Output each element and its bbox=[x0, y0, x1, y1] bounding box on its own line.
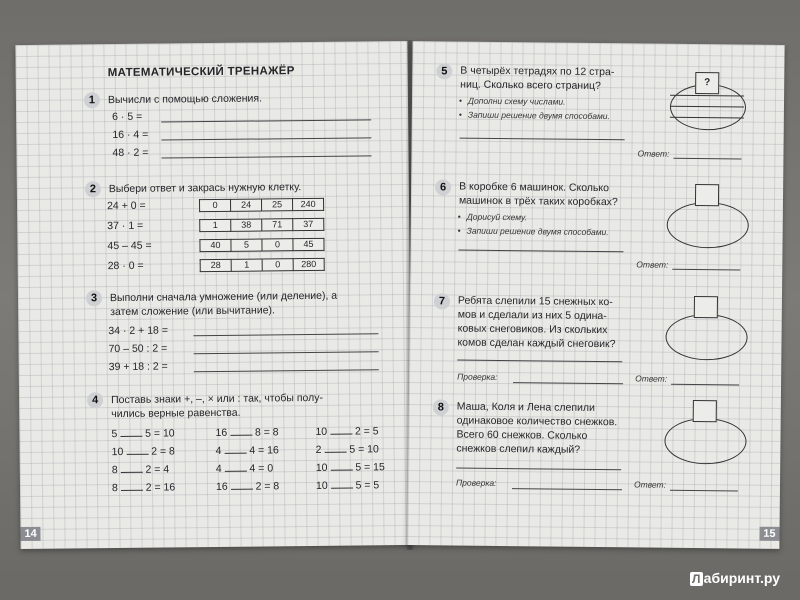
task-4-text: чились верные равенства. bbox=[111, 406, 241, 421]
answer-cell[interactable]: 5 bbox=[231, 239, 262, 251]
equation-right: 4 = 16 bbox=[249, 444, 279, 457]
labirint-logo-icon: Л bbox=[690, 572, 703, 586]
answer-options-row bbox=[199, 238, 324, 252]
equation-left: 5 bbox=[111, 428, 118, 441]
task-2-text: Выбери ответ и закрась нужную клетку. bbox=[108, 181, 302, 196]
equation-left: 10 bbox=[315, 479, 328, 492]
sign-blank[interactable] bbox=[330, 460, 352, 471]
sign-blank[interactable] bbox=[126, 444, 148, 455]
answer-line[interactable] bbox=[670, 490, 738, 492]
answer-cell[interactable]: 38 bbox=[231, 219, 262, 231]
answer-options-row bbox=[200, 258, 325, 272]
scheme-box[interactable] bbox=[693, 400, 717, 422]
sign-blank[interactable] bbox=[120, 426, 142, 437]
task-4-number: 4 bbox=[87, 392, 103, 408]
answer-line[interactable] bbox=[193, 333, 378, 336]
answer-line[interactable] bbox=[672, 269, 740, 271]
answer-line[interactable] bbox=[194, 369, 379, 372]
task-1-item: 6 · 5 = bbox=[112, 110, 143, 124]
answer-label: Ответ: bbox=[636, 259, 669, 270]
answer-cell[interactable]: 1 bbox=[231, 259, 262, 271]
answer-options-row bbox=[199, 198, 324, 212]
task-1-item: 48 · 2 = bbox=[112, 146, 149, 160]
page-title: МАТЕМАТИЧЕСКИЙ ТРЕНАЖЁР bbox=[107, 65, 295, 80]
equation bbox=[216, 478, 279, 494]
equation-right: 5 = 10 bbox=[349, 443, 379, 456]
answer-line[interactable] bbox=[673, 158, 741, 160]
task-6-hint: • Дорисуй схему. bbox=[467, 212, 527, 223]
answer-line[interactable] bbox=[460, 138, 625, 141]
sign-blank[interactable] bbox=[121, 462, 143, 473]
sign-blank[interactable] bbox=[324, 442, 346, 453]
equation-right: 2 = 4 bbox=[145, 463, 170, 476]
answer-options-row bbox=[199, 218, 324, 232]
sign-blank[interactable] bbox=[230, 425, 252, 436]
equation bbox=[215, 424, 278, 440]
equation-left: 10 bbox=[111, 445, 124, 459]
task-5-number: 5 bbox=[436, 63, 452, 79]
answer-line[interactable] bbox=[162, 155, 372, 158]
equation bbox=[315, 423, 378, 439]
check-line[interactable] bbox=[512, 488, 622, 490]
task-8-text: Маша, Коля и Лена слепили bbox=[456, 400, 595, 414]
equation bbox=[316, 459, 385, 475]
task-7-text: мов и сделали из них 5 одина- bbox=[457, 308, 607, 323]
check-label: Проверка: bbox=[455, 477, 497, 488]
right-page bbox=[407, 41, 784, 549]
task-3-item: 34 · 2 + 18 = bbox=[108, 324, 168, 338]
task-3-item: 70 – 50 : 2 = bbox=[108, 342, 168, 356]
task-3-number: 3 bbox=[86, 290, 102, 306]
answer-cell[interactable]: 24 bbox=[230, 199, 261, 211]
task-4-text: Поставь знаки +, –, × или : так, чтобы полу- bbox=[111, 391, 324, 407]
page-number: 15 bbox=[759, 527, 779, 541]
task-8-text: снежков слепил каждый? bbox=[456, 442, 581, 456]
equation bbox=[216, 460, 273, 476]
sign-blank[interactable] bbox=[225, 461, 247, 472]
equation-right: 5 = 15 bbox=[355, 461, 385, 474]
task-1-number: 1 bbox=[84, 92, 100, 108]
check-label: Проверка: bbox=[457, 371, 498, 382]
equation-left: 10 bbox=[315, 461, 328, 474]
task-6-number: 6 bbox=[435, 179, 451, 195]
answer-line[interactable] bbox=[161, 119, 371, 122]
equation bbox=[112, 443, 175, 459]
equation-right: 8 = 8 bbox=[254, 426, 279, 439]
answer-line[interactable] bbox=[457, 360, 622, 363]
equation-left: 4 bbox=[215, 444, 222, 457]
task-1-item: 16 · 4 = bbox=[112, 128, 149, 142]
answer-cell[interactable]: 0 bbox=[262, 259, 293, 271]
answer-line[interactable] bbox=[671, 384, 739, 386]
equation-right: 2 = 5 bbox=[354, 425, 379, 438]
task-2-expr: 37 · 1 = bbox=[107, 219, 144, 233]
scheme-box[interactable] bbox=[694, 296, 718, 318]
check-line[interactable] bbox=[513, 382, 623, 384]
left-page bbox=[15, 41, 412, 549]
answer-label: Ответ: bbox=[633, 479, 667, 490]
answer-cell[interactable]: 25 bbox=[261, 199, 292, 211]
answer-cell[interactable]: 0 bbox=[200, 199, 231, 211]
task-5-text: В четырёх тетрадях по 12 стра- bbox=[460, 64, 615, 79]
task-8-text: Всего 60 снежков. Сколько bbox=[456, 428, 588, 442]
answer-label: Ответ: bbox=[635, 373, 668, 384]
task-6-text: машинок в трёх таких коробках? bbox=[458, 194, 618, 209]
task-5-hint: • Запиши решение двумя способами. bbox=[468, 110, 610, 121]
sign-blank[interactable] bbox=[231, 479, 253, 490]
answer-label: Ответ: bbox=[637, 148, 670, 159]
task-7-text: ковых снеговиков. Из скольких bbox=[457, 322, 608, 337]
equation-left: 2 bbox=[315, 443, 322, 456]
equation-right: 2 = 8 bbox=[151, 445, 175, 458]
equation bbox=[112, 461, 169, 477]
task-8-text: одинаковое количество снежков. bbox=[456, 414, 618, 429]
scheme-oval bbox=[665, 314, 747, 361]
answer-cell[interactable]: 40 bbox=[200, 239, 231, 251]
task-3-text: затем сложение (или вычитание). bbox=[110, 304, 276, 319]
answer-cell[interactable]: 1 bbox=[200, 219, 231, 231]
equation-right: 5 = 10 bbox=[145, 427, 175, 440]
equation bbox=[316, 477, 379, 493]
answer-cell[interactable]: 280 bbox=[293, 258, 324, 270]
answer-line[interactable] bbox=[194, 351, 379, 354]
equation-left: 16 bbox=[215, 480, 228, 493]
task-2-expr: 24 + 0 = bbox=[107, 199, 146, 213]
answer-cell[interactable]: 37 bbox=[293, 218, 324, 230]
sign-blank[interactable] bbox=[330, 424, 352, 435]
answer-cell[interactable]: 0 bbox=[262, 239, 293, 251]
page-number: 14 bbox=[20, 527, 40, 541]
sign-blank[interactable] bbox=[331, 478, 353, 489]
answer-cell[interactable]: 28 bbox=[200, 259, 231, 271]
equation-left: 16 bbox=[215, 426, 228, 439]
task-7-number: 7 bbox=[434, 293, 450, 309]
equation-left: 8 bbox=[111, 464, 118, 477]
answer-cell[interactable]: 71 bbox=[262, 219, 293, 231]
equation bbox=[112, 479, 175, 495]
sign-blank[interactable] bbox=[224, 443, 246, 454]
task-2-number: 2 bbox=[85, 181, 101, 197]
equation-right: 4 = 0 bbox=[249, 462, 274, 475]
equation-right: 5 = 5 bbox=[355, 479, 380, 492]
watermark-text: абиринт.ру bbox=[703, 570, 780, 586]
task-1-text: Вычисли с помощью сложения. bbox=[107, 92, 263, 107]
equation bbox=[216, 442, 279, 458]
task-2-expr: 45 – 45 = bbox=[107, 239, 152, 253]
task-8-number: 8 bbox=[433, 399, 449, 415]
answer-cell[interactable]: 240 bbox=[292, 198, 323, 210]
equation bbox=[316, 441, 379, 457]
equation-left: 8 bbox=[111, 482, 118, 495]
answer-line[interactable] bbox=[458, 250, 623, 253]
task-5-hint: • Дополни схему числами. bbox=[468, 96, 566, 107]
task-6-text: В коробке 6 машинок. Сколько bbox=[459, 180, 610, 195]
answer-cell[interactable]: 45 bbox=[293, 238, 324, 250]
task-2-expr: 28 · 0 = bbox=[107, 259, 144, 273]
answer-line[interactable] bbox=[456, 468, 621, 471]
answer-line[interactable] bbox=[161, 137, 371, 140]
task-7-text: комов сделан каждый снеговик? bbox=[457, 336, 616, 351]
watermark-logo bbox=[690, 570, 780, 586]
equation-left: 10 bbox=[315, 425, 328, 438]
equation-right: 2 = 8 bbox=[255, 480, 280, 493]
task-3-text: Выполни сначала умножение (или деление), а bbox=[109, 289, 338, 305]
equation-left: 4 bbox=[215, 462, 222, 475]
scheme-box[interactable] bbox=[695, 184, 719, 206]
task-7-text: Ребята слепили 15 снежных ко- bbox=[457, 294, 613, 309]
task-3-item: 39 + 18 : 2 = bbox=[108, 360, 168, 374]
task-5-text: ниц. Сколько всего страниц? bbox=[460, 78, 601, 93]
equation-right: 2 = 16 bbox=[145, 481, 176, 494]
sign-blank[interactable] bbox=[121, 480, 143, 491]
scheme-oval bbox=[664, 418, 746, 465]
equation bbox=[111, 425, 174, 441]
task-6-hint: • Запиши решение двумя способами. bbox=[467, 226, 609, 237]
scheme-oval bbox=[666, 202, 748, 249]
question-box[interactable]: ? bbox=[695, 72, 719, 94]
